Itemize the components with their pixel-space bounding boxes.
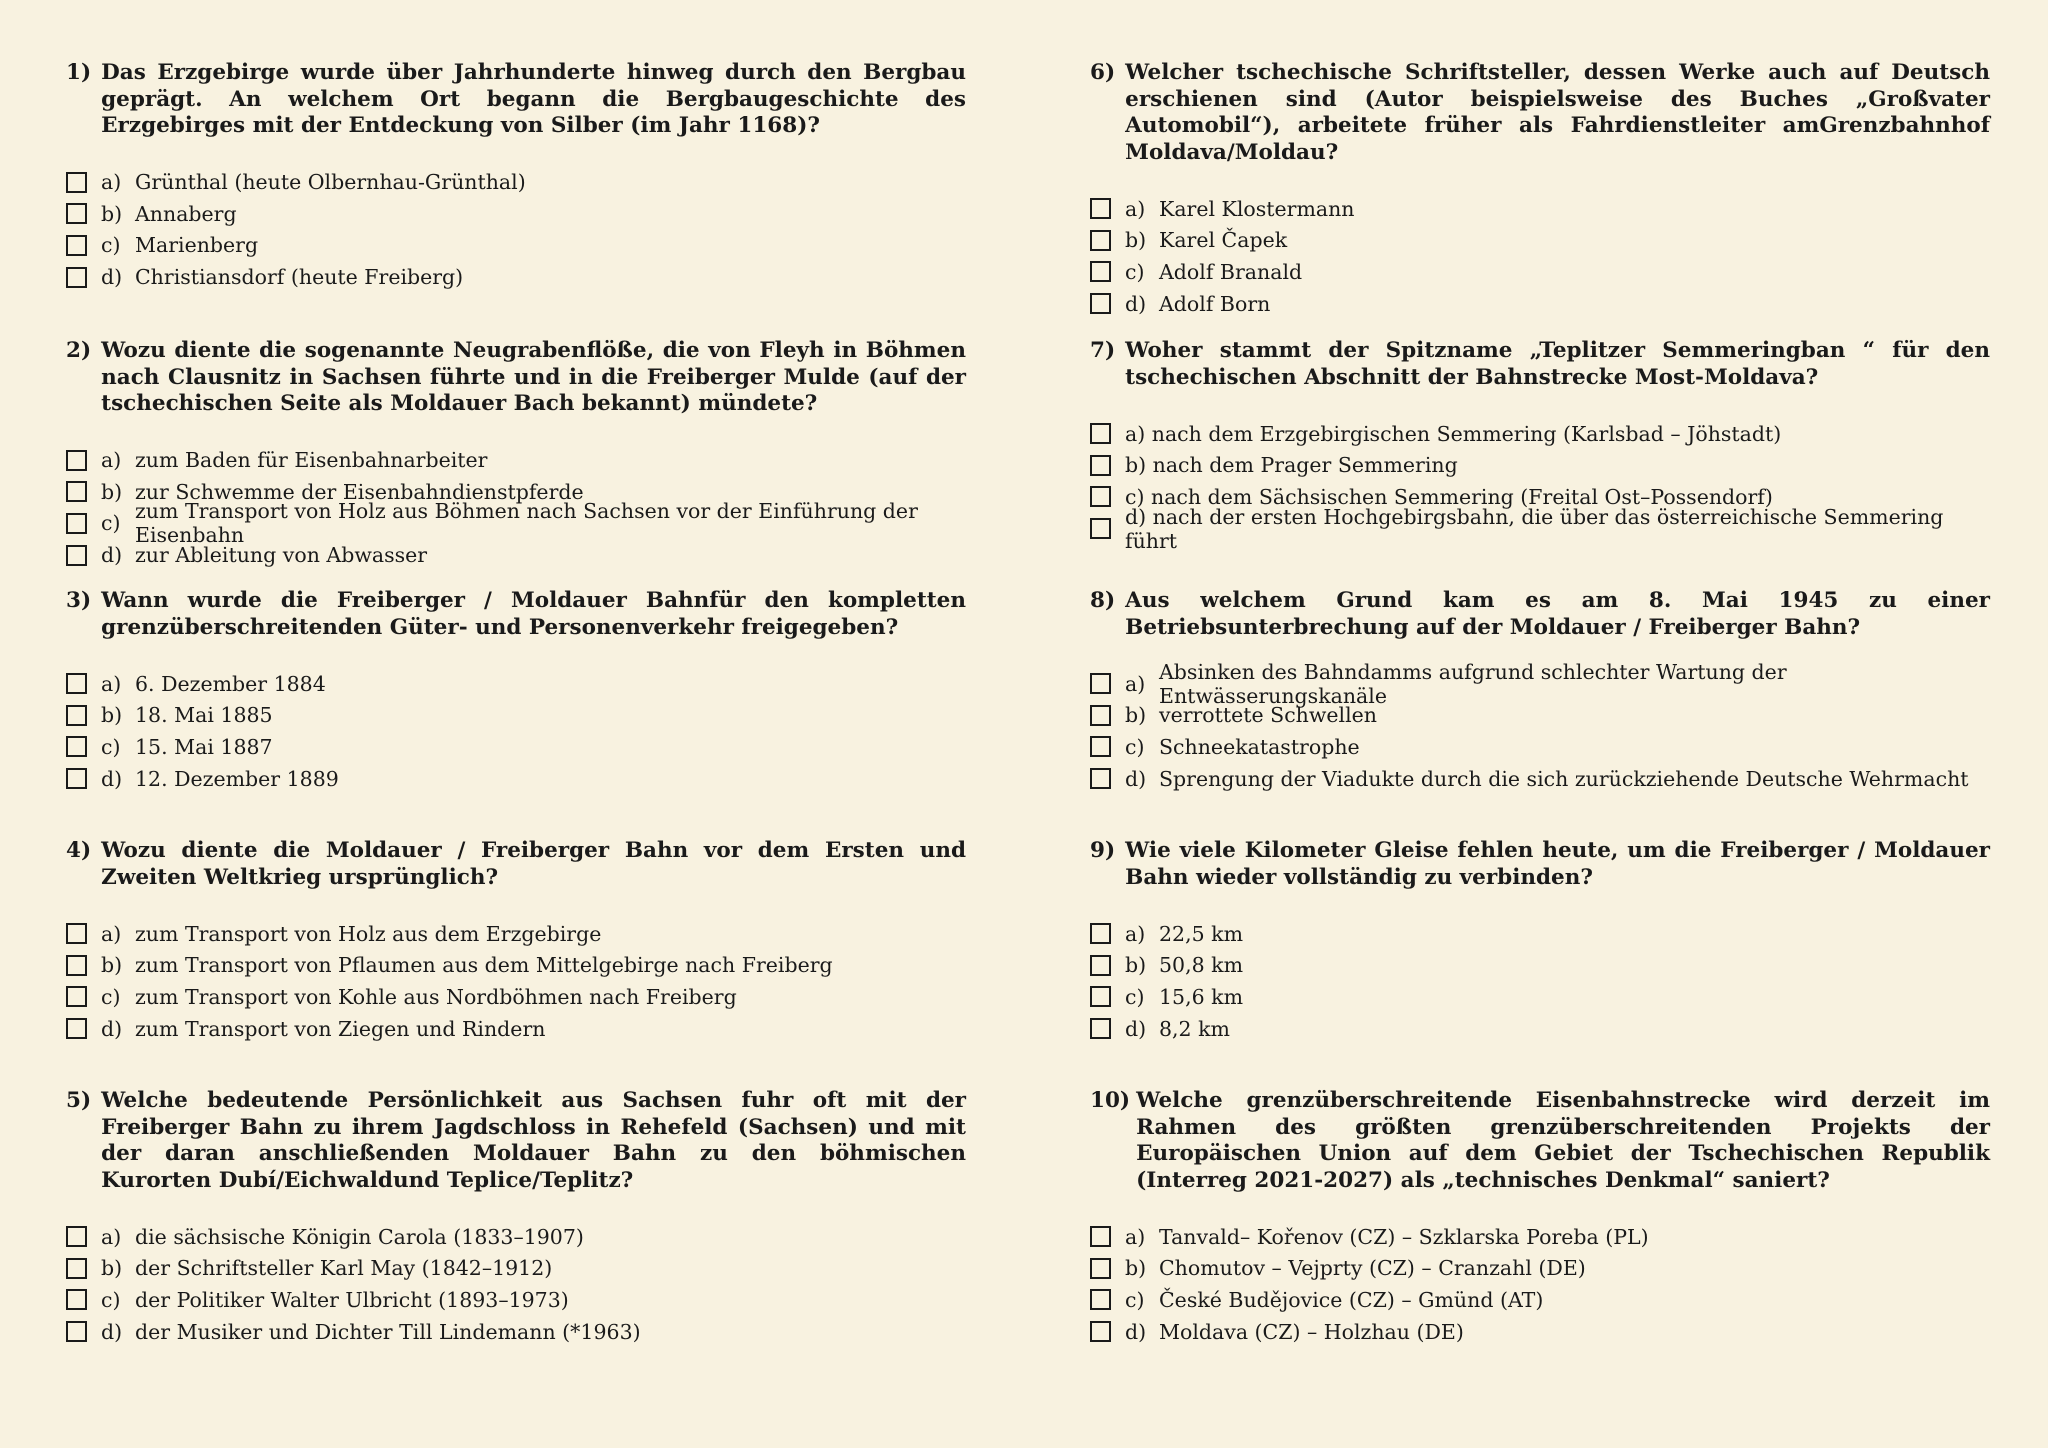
answer-checkbox[interactable] xyxy=(1090,261,1111,282)
answer-checkbox[interactable] xyxy=(66,955,87,976)
option-text: 18. Mai 1885 xyxy=(135,703,273,728)
answer-option[interactable] xyxy=(1090,256,1990,288)
answer-checkbox[interactable] xyxy=(66,1289,87,1310)
answer-option[interactable] xyxy=(66,1013,966,1045)
option-letter: c) xyxy=(101,511,121,536)
answer-checkbox[interactable] xyxy=(66,481,87,502)
option-text: zum Transport von Holz aus Böhmen nach Sachsen vor der Einführung der Eisenbahn xyxy=(135,499,918,548)
answer-option[interactable] xyxy=(1090,731,1990,763)
answer-option[interactable] xyxy=(1090,193,1990,225)
question-5 xyxy=(66,1088,966,1347)
answer-options xyxy=(1090,418,1990,553)
question-number: 3) xyxy=(66,588,92,613)
option-text: der Musiker und Dichter Till Lindemann (*1963) xyxy=(135,1319,641,1344)
option-letter: b) xyxy=(101,953,123,978)
option-text: zum Baden für Eisenbahnarbeiter xyxy=(135,448,488,473)
option-text: 15. Mai 1887 xyxy=(135,734,273,759)
question-header xyxy=(66,60,966,140)
question-number: 1) xyxy=(66,60,92,85)
answer-option[interactable] xyxy=(1090,1013,1990,1045)
answer-options xyxy=(1090,659,1990,794)
question-2 xyxy=(66,338,966,571)
question-10 xyxy=(1090,1088,1990,1347)
option-letter: b) xyxy=(1125,1256,1147,1281)
option-text: Tanvald– Kořenov (CZ) – Szklarska Poreba (PL) xyxy=(1159,1224,1649,1249)
answer-option[interactable] xyxy=(66,981,966,1013)
question-header xyxy=(66,338,966,418)
option-text: Karel Čapek xyxy=(1159,228,1288,253)
option-letter: b) xyxy=(1125,228,1147,253)
question-text: Aus welchem Grund kam es am 8. Mai 1945 zu einer Betriebsunterbrechung auf der Moldauer / Freiberger Bahn? xyxy=(1125,588,1990,640)
answer-option[interactable] xyxy=(66,731,966,763)
answer-option[interactable] xyxy=(1090,225,1990,257)
option-text: 12. Dezember 1889 xyxy=(135,766,339,791)
answer-checkbox[interactable] xyxy=(66,513,87,534)
answer-checkbox[interactable] xyxy=(1090,486,1111,507)
option-text: 8,2 km xyxy=(1159,1016,1230,1041)
question-8 xyxy=(1090,588,1990,794)
option-text: Moldava (CZ) – Holzhau (DE) xyxy=(1159,1319,1464,1344)
answer-checkbox[interactable] xyxy=(1090,423,1111,444)
option-letter: c) xyxy=(101,1287,121,1312)
question-header xyxy=(1090,60,1990,166)
answer-option[interactable] xyxy=(1090,1253,1990,1285)
option-text: c) nach dem Sächsischen Semmering (Freital Ost–Possendorf) xyxy=(1125,484,1773,509)
answer-checkbox[interactable] xyxy=(1090,923,1111,944)
answer-option[interactable] xyxy=(1090,918,1990,950)
option-letter: d) xyxy=(101,1319,123,1344)
question-text: Welche grenzüberschreitende Eisenbahnstrecke wird derzeit im Rahmen des größten grenzüberschreitenden Projekts der Europäischen Union auf dem Gebiet der Tschechischen Republik (Interreg 2021-2027) als „technisches Denkmal“ saniert? xyxy=(1136,1088,1990,1193)
answer-option[interactable] xyxy=(1090,700,1990,732)
option-text: Marienberg xyxy=(135,233,259,258)
option-letter: c) xyxy=(101,233,121,258)
question-text: Welche bedeutende Persönlichkeit aus Sachsen fuhr oft mit der Freiberger Bahn zu ihrem Jagdschloss in Rehefeld (Sachsen) und mit der daran anschließenden Moldauer Bahn zu den böhmischen Kurorten Dubí/Eichwaldund Teplice/Teplitz? xyxy=(101,1088,966,1193)
option-text: zur Ableitung von Abwasser xyxy=(135,543,428,568)
question-number: 10) xyxy=(1090,1088,1131,1113)
option-letter: c) xyxy=(1125,259,1145,284)
answer-option[interactable] xyxy=(1090,1316,1990,1348)
answer-options xyxy=(1090,1221,1990,1347)
answer-option[interactable] xyxy=(1090,288,1990,320)
answer-option[interactable] xyxy=(1090,659,1990,708)
question-number: 7) xyxy=(1090,338,1116,363)
option-letter: a) xyxy=(101,671,122,696)
answer-checkbox[interactable] xyxy=(1090,673,1111,694)
question-text: Wie viele Kilometer Gleise fehlen heute, um die Freiberger / Moldauer Bahn wieder vollständig zu verbinden? xyxy=(1125,838,1990,890)
option-letter: c) xyxy=(1125,1287,1145,1312)
answer-option[interactable] xyxy=(66,539,966,571)
option-letter: b) xyxy=(101,479,123,504)
answer-option[interactable] xyxy=(66,1221,966,1253)
question-number: 2) xyxy=(66,338,92,363)
question-text: Woher stammt der Spitzname „Teplitzer Semmeringban “ für den tschechischen Abschnitt der Bahnstrecke Most-Moldava? xyxy=(1125,338,1990,390)
answer-options xyxy=(66,445,966,571)
option-letter: a) xyxy=(1125,921,1146,946)
question-number: 9) xyxy=(1090,838,1116,863)
option-text: der Politiker Walter Ulbricht (1893–1973) xyxy=(135,1287,569,1312)
option-letter: a) xyxy=(101,448,122,473)
option-text: 6. Dezember 1884 xyxy=(135,671,326,696)
answer-option[interactable] xyxy=(66,230,966,262)
option-letter: a) xyxy=(1125,196,1146,221)
option-text: Karel Klostermann xyxy=(1159,196,1355,221)
answer-option[interactable] xyxy=(1090,418,1990,450)
answer-option[interactable] xyxy=(1090,763,1990,795)
question-text: Das Erzgebirge wurde über Jahrhunderte hinweg durch den Bergbau geprägt. An welchem Ort begann die Bergbaugeschichte des Erzgebirges mit der Entdeckung von Silber (im Jahr 1168)? xyxy=(101,60,966,138)
answer-checkbox[interactable] xyxy=(66,768,87,789)
option-text: Adolf Branald xyxy=(1159,259,1303,284)
option-text: Annaberg xyxy=(135,201,237,226)
option-letter: a) xyxy=(1125,1224,1146,1249)
answer-option[interactable] xyxy=(1090,1221,1990,1253)
option-letter: b) xyxy=(1125,703,1147,728)
option-letter: b) xyxy=(1125,953,1147,978)
answer-options xyxy=(66,1221,966,1347)
option-text: 22,5 km xyxy=(1159,921,1244,946)
question-number: 5) xyxy=(66,1088,92,1113)
option-letter: d) xyxy=(101,766,123,791)
option-text: 15,6 km xyxy=(1159,984,1244,1009)
option-letter: c) xyxy=(1125,984,1145,1009)
answer-options xyxy=(66,167,966,293)
question-text: Wozu diente die sogenannte Neugrabenflöße, die von Fleyh in Böhmen nach Clausnitz in Sachsen führte und in die Freiberger Mulde (auf der tschechischen Seite als Moldauer Bach bekannt) mündete? xyxy=(101,338,966,416)
answer-option[interactable] xyxy=(66,950,966,982)
option-letter: d) xyxy=(1125,766,1147,791)
answer-checkbox[interactable] xyxy=(1090,768,1111,789)
option-letter: a) xyxy=(1125,671,1146,696)
question-1 xyxy=(66,60,966,293)
question-header xyxy=(66,1088,966,1194)
answer-checkbox[interactable] xyxy=(1090,518,1111,539)
option-text: Adolf Born xyxy=(1159,291,1271,316)
answer-checkbox[interactable] xyxy=(1090,1321,1111,1342)
answer-options xyxy=(66,668,966,794)
answer-checkbox[interactable] xyxy=(1090,986,1111,1007)
answer-checkbox[interactable] xyxy=(66,267,87,288)
answer-option[interactable] xyxy=(1090,450,1990,482)
option-text: die sächsische Königin Carola (1833–1907) xyxy=(135,1224,584,1249)
option-letter: b) xyxy=(101,201,123,226)
option-letter: a) xyxy=(101,921,122,946)
question-number: 4) xyxy=(66,838,92,863)
answer-checkbox[interactable] xyxy=(1090,1258,1111,1279)
answer-checkbox[interactable] xyxy=(66,450,87,471)
answer-checkbox[interactable] xyxy=(66,923,87,944)
answer-checkbox[interactable] xyxy=(66,1321,87,1342)
answer-checkbox[interactable] xyxy=(1090,293,1111,314)
question-header xyxy=(1090,1088,1990,1194)
question-number: 8) xyxy=(1090,588,1116,613)
question-text: Wozu diente die Moldauer / Freiberger Bahn vor dem Ersten und Zweiten Weltkrieg ursprünglich? xyxy=(101,838,966,890)
answer-checkbox[interactable] xyxy=(66,235,87,256)
option-letter: b) xyxy=(101,703,123,728)
answer-checkbox[interactable] xyxy=(1090,230,1111,251)
question-header xyxy=(1090,338,1990,391)
option-text: b) nach dem Prager Semmering xyxy=(1125,453,1458,478)
question-header xyxy=(1090,588,1990,641)
answer-option[interactable] xyxy=(66,499,966,548)
option-text: a) nach dem Erzgebirgischen Semmering (Karlsbad – Jöhstadt) xyxy=(1125,421,1782,446)
answer-checkbox[interactable] xyxy=(66,545,87,566)
option-letter: c) xyxy=(101,984,121,1009)
answer-option[interactable] xyxy=(66,1284,966,1316)
answer-checkbox[interactable] xyxy=(1090,1289,1111,1310)
question-6 xyxy=(1090,60,1990,319)
question-header xyxy=(66,588,966,641)
option-letter: a) xyxy=(101,170,122,195)
option-letter: c) xyxy=(101,734,121,759)
question-9 xyxy=(1090,838,1990,1044)
option-text: zur Schwemme der Eisenbahndienstpferde xyxy=(135,479,584,504)
answer-checkbox[interactable] xyxy=(66,1226,87,1247)
answer-checkbox[interactable] xyxy=(1090,955,1111,976)
answer-checkbox[interactable] xyxy=(1090,1018,1111,1039)
option-letter: c) xyxy=(1125,734,1145,759)
question-4 xyxy=(66,838,966,1044)
answer-options xyxy=(1090,918,1990,1044)
answer-option[interactable] xyxy=(66,167,966,199)
question-text: Welcher tschechische Schriftsteller, dessen Werke auch auf Deutsch erschienen sind (Autor beispielsweise des Buches „Großvater Automobil“), arbeitete früher als Fahrdienstleiter amGrenzbahnhof Moldava/Moldau? xyxy=(1125,60,1990,165)
question-text: Wann wurde die Freiberger / Moldauer Bahnfür den kompletten grenzüberschreitenden Güter- und Personenverkehr freigegeben? xyxy=(101,588,966,640)
option-letter: d) xyxy=(101,543,123,568)
option-letter: d) xyxy=(101,1016,123,1041)
answer-option[interactable] xyxy=(66,1316,966,1348)
answer-option[interactable] xyxy=(66,261,966,293)
option-text: 50,8 km xyxy=(1159,953,1244,978)
answer-option[interactable] xyxy=(66,700,966,732)
answer-checkbox[interactable] xyxy=(1090,1226,1111,1247)
option-letter: d) xyxy=(101,265,123,290)
option-text: Schneekatastrophe xyxy=(1159,734,1360,759)
option-text: Grünthal (heute Olbernhau-Grünthal) xyxy=(135,170,526,195)
option-letter: d) xyxy=(1125,1016,1147,1041)
answer-checkbox[interactable] xyxy=(66,986,87,1007)
answer-checkbox[interactable] xyxy=(66,705,87,726)
answer-checkbox[interactable] xyxy=(1090,705,1111,726)
option-text: d) nach der ersten Hochgebirgsbahn, die über das österreichische Semmering führt xyxy=(1125,504,1944,553)
answer-option[interactable] xyxy=(1090,950,1990,982)
answer-checkbox[interactable] xyxy=(66,203,87,224)
answer-checkbox[interactable] xyxy=(1090,736,1111,757)
question-number: 6) xyxy=(1090,60,1116,85)
answer-checkbox[interactable] xyxy=(66,1258,87,1279)
option-text: der Schriftsteller Karl May (1842–1912) xyxy=(135,1256,553,1281)
answer-option[interactable] xyxy=(66,668,966,700)
answer-checkbox[interactable] xyxy=(66,172,87,193)
answer-checkbox[interactable] xyxy=(66,673,87,694)
answer-option[interactable] xyxy=(1090,1284,1990,1316)
option-text: Christiansdorf (heute Freiberg) xyxy=(135,265,464,290)
answer-checkbox[interactable] xyxy=(1090,198,1111,219)
question-header xyxy=(66,838,966,891)
question-3 xyxy=(66,588,966,794)
option-letter: a) xyxy=(101,1224,122,1249)
answer-checkbox[interactable] xyxy=(1090,455,1111,476)
option-text: zum Transport von Ziegen und Rindern xyxy=(135,1016,546,1041)
answer-option[interactable] xyxy=(66,918,966,950)
answer-option[interactable] xyxy=(66,1253,966,1285)
option-letter: d) xyxy=(1125,291,1147,316)
option-text: Chomutov – Vejprty (CZ) – Cranzahl (DE) xyxy=(1159,1256,1586,1281)
option-text: Absinken des Bahndamms aufgrund schlechter Wartung der Entwässerungskanäle xyxy=(1159,659,1787,708)
answer-option[interactable] xyxy=(66,763,966,795)
answer-options xyxy=(66,918,966,1044)
answer-options xyxy=(1090,193,1990,319)
option-text: zum Transport von Kohle aus Nordböhmen nach Freiberg xyxy=(135,984,737,1009)
answer-checkbox[interactable] xyxy=(66,736,87,757)
option-text: zum Transport von Pflaumen aus dem Mittelgebirge nach Freiberg xyxy=(135,953,833,978)
answer-option[interactable] xyxy=(66,445,966,477)
option-text: České Budějovice (CZ) – Gmünd (AT) xyxy=(1159,1287,1544,1312)
option-text: Sprengung der Viadukte durch die sich zurückziehende Deutsche Wehrmacht xyxy=(1159,766,1969,791)
option-text: zum Transport von Holz aus dem Erzgebirge xyxy=(135,921,602,946)
question-header xyxy=(1090,838,1990,891)
answer-checkbox[interactable] xyxy=(66,1018,87,1039)
answer-option[interactable] xyxy=(1090,504,1990,553)
option-letter: b) xyxy=(101,1256,123,1281)
question-7 xyxy=(1090,338,1990,553)
answer-option[interactable] xyxy=(1090,981,1990,1013)
option-letter: d) xyxy=(1125,1319,1147,1344)
answer-option[interactable] xyxy=(66,198,966,230)
option-text: verrottete Schwellen xyxy=(1159,703,1378,728)
